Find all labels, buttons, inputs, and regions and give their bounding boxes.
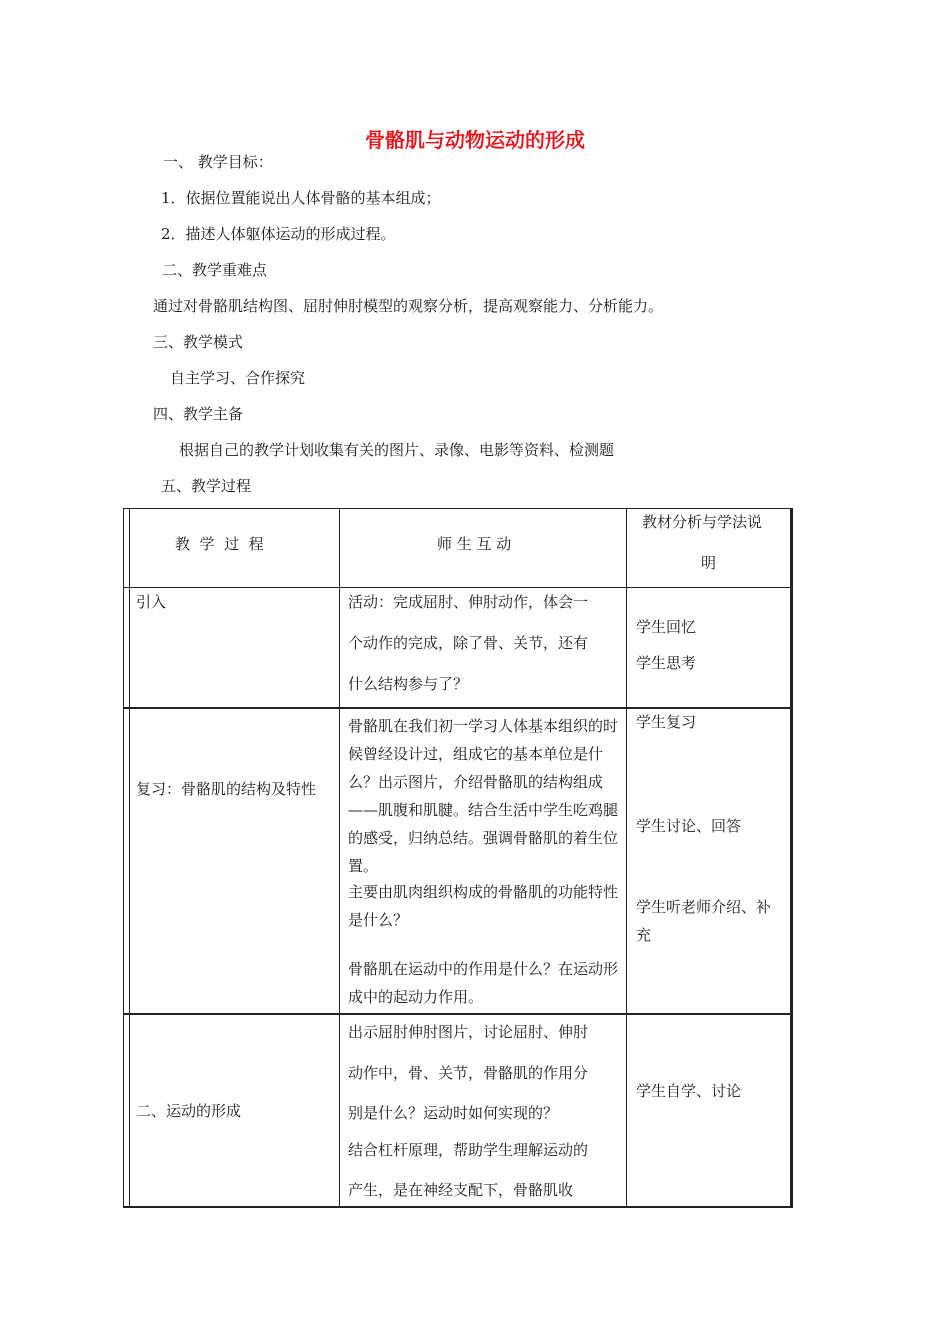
row1-stage: 引入: [136, 593, 167, 611]
row1-interaction-line-2: 个动作的完成，除了骨、关节，还有: [348, 634, 589, 652]
table-left-inner-border: [129, 508, 130, 1208]
table-right-border: [790, 508, 792, 1208]
row2-method-line-1: 学生复习: [636, 713, 697, 731]
section-1-item-1: 1．依据位置能说出人体骨骼的基本组成；: [161, 189, 441, 207]
row3-interaction-line-1: 出示屈肘伸肘图片，讨论屈肘、伸肘: [348, 1023, 589, 1041]
header-teacher-student-interaction: 师 生 互 动: [437, 535, 512, 553]
header-teaching-process: 教 学 过 程: [175, 535, 264, 553]
section-3-text: 自主学习、合作探究: [170, 369, 306, 387]
row2-interaction-para-1: 骨骼肌在我们初一学习人体基本组织的时候曾经设计过，组成它的基本单位是什么？出示图片，介绍骨骼肌的结构组成——肌腹和肌腱。结合生活中学生吃鸡腿的感受，归纳总结。强调骨骼肌的着生位置。: [348, 717, 619, 875]
section-1-item-2: 2．描述人体躯体运动的形成过程。: [161, 225, 396, 243]
row2-interaction-para-2: 主要由肌肉组织构成的骨骼肌的功能特性是什么？: [348, 883, 619, 929]
table-col-divider-1: [339, 508, 340, 1208]
row3-interaction-line-4: 结合杠杆原理，帮助学生理解运动的: [348, 1141, 589, 1159]
section-3-heading: 三、教学模式: [153, 333, 244, 351]
row1-method-line-2: 学生思考: [636, 654, 697, 672]
document-title: 骨骼肌与动物运动的形成: [365, 128, 585, 152]
section-5-heading: 五、教学过程: [161, 477, 252, 495]
row3-interaction-line-2: 动作中，骨、关节，骨骼肌的作用分: [348, 1064, 589, 1082]
row2-method-line-2: 学生讨论、回答: [636, 817, 742, 835]
table-bottom-border: [123, 1206, 793, 1207]
row3-interaction-line-5: 产生，是在神经支配下，骨骼肌收: [348, 1181, 574, 1199]
section-4-text: 根据自己的教学计划收集有关的图片、录像、电影等资料、检测题: [179, 441, 615, 459]
row2-method-line-3: 学生听老师介绍、补充: [636, 898, 772, 944]
section-2-heading: 二、教学重难点: [162, 261, 268, 279]
section-4-heading: 四、教学主备: [153, 405, 244, 423]
table-row-divider-2: [123, 707, 793, 709]
row2-interaction-para-3: 骨骼肌在运动中的作用是什么？在运动形成中的起动力作用。: [348, 960, 619, 1006]
row1-interaction-line-3: 什么结构参与了？: [348, 675, 469, 693]
header-analysis-line-2: 明: [701, 554, 717, 572]
table-col-divider-2: [626, 508, 627, 1208]
section-1-heading: 一、 教学目标：: [163, 153, 273, 171]
row3-interaction-line-3: 别是什么？运动时如何实现的？: [348, 1104, 559, 1122]
row3-stage: 二、运动的形成: [136, 1102, 242, 1120]
row1-interaction-line-1: 活动：完成屈肘、伸肘动作，体会一: [348, 593, 589, 611]
row1-method-line-1: 学生回忆: [636, 618, 697, 636]
row2-stage: 复习：骨骼肌的结构及特性: [136, 780, 317, 798]
row3-method-line-1: 学生自学、讨论: [636, 1082, 742, 1100]
section-2-text: 通过对骨骼肌结构图、屈肘伸肘模型的观察分析，提高观察能力、分析能力。: [153, 297, 664, 315]
header-analysis-line-1: 教材分析与学法说: [642, 513, 763, 531]
table-row-divider-1: [123, 587, 793, 588]
table-row-divider-3: [123, 1013, 793, 1015]
